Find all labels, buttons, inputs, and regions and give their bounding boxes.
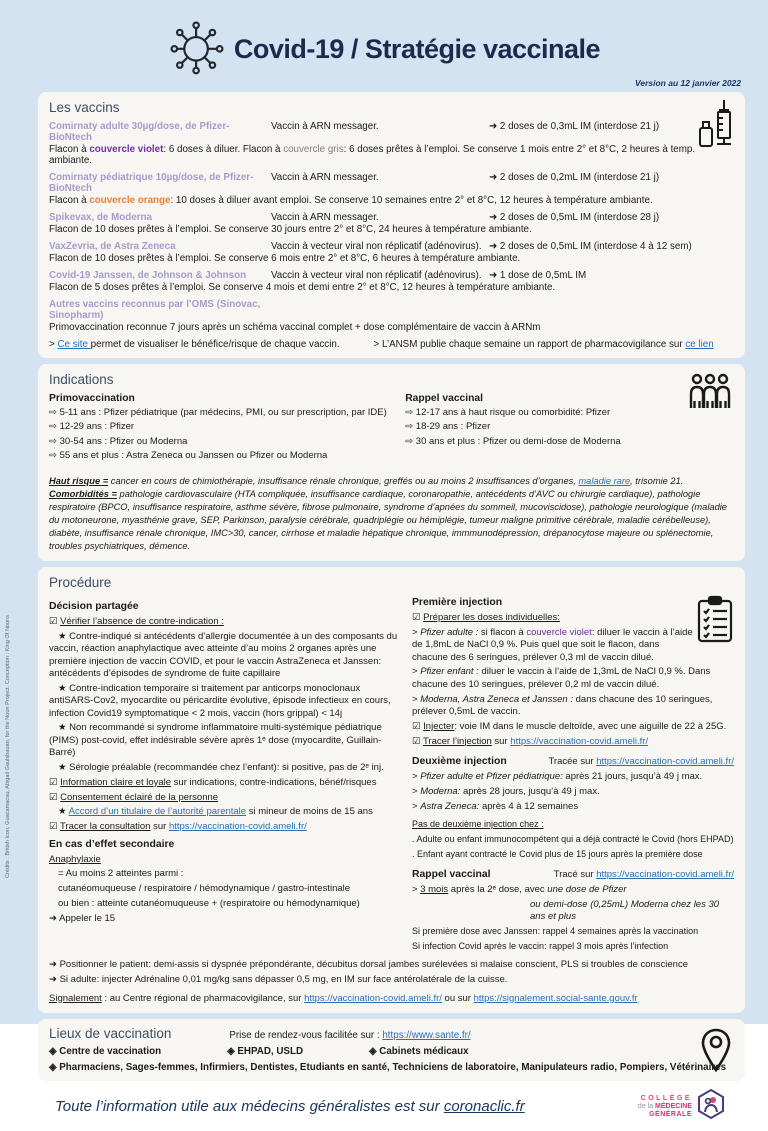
procedure-line: ☑ Information claire et loyale sur indications, contre-indications, bénéf/risques <box>49 776 377 788</box>
clipboard-checklist-icon <box>696 596 734 648</box>
link[interactable]: https://vaccination-covid.ameli.fr/ <box>304 992 442 1004</box>
link[interactable]: maladie rare <box>578 476 631 486</box>
link[interactable]: https://signalement.social-sante.gouv.fr <box>473 992 638 1004</box>
vaccine-type: Vaccin à vecteur viral non réplicatif (adénovirus). <box>271 270 482 281</box>
vaccine-links-row <box>49 339 734 350</box>
procedure-line: ★ Contre-indication temporaire si traitement par anticorps monoclonaux antiSARS-Cov2, myocardite ou péricardite évolutive, épisode infectieux en cours, infection Covid19 symptomatique < 2 mois, vaccin (hors grippal) < 14j <box>49 682 391 719</box>
procedure-line: > Moderna: après 28 jours, jusqu’à 49 j max. <box>412 785 600 797</box>
procedure-full-line: ➜ Positionner le patient: demi-assis si dyspnée prépondérante, décubitus dorsal jambes surélevées si malaise conscient, PLS si troubles de conscience <box>49 958 688 970</box>
vaccine-row <box>49 212 734 235</box>
procedure-left-column <box>49 596 401 956</box>
cmg-logo-line2b: MÉDECINE <box>655 1102 692 1110</box>
cmg-logo-line3: GÉNÉRALE <box>649 1110 692 1118</box>
procedure-line: ☑ Tracer la consultation sur https://vaccination-covid.ameli.fr/ <box>49 821 307 833</box>
rappel-vaccinal-trace: Tracé sur https://vaccination-covid.ameli.fr/ <box>553 869 734 881</box>
vaccine-type: Vaccin à vecteur viral non réplicatif (adénovirus). <box>271 241 482 252</box>
decision-partagee-title: Décision partagée <box>49 601 139 613</box>
indication-item: ⇨ 30 ans et plus : Pfizer ou demi-dose de Moderna <box>405 435 621 447</box>
procedure-full-line: ➜ Si adulte: injecter Adrénaline 0,01 mg/kg sans dépasser 0,5 mg, en IM sur face antérolatérale de la cuisse. <box>49 974 508 986</box>
cmg-hexagon-icon <box>696 1088 726 1125</box>
comorbidites-definition: Comorbidités = pathologie cardiovasculaire (HTA compliquée, insuffisance cardiaque, coronaropathie, antécédents d’AVC ou chirurgie cardiaque), pathologie respiratoire (BPCO, insuffisance respiratoire, asthme sévère, fibrose pulmonaire, syndrome d’apnées du sommeil, mucoviscidose), pathologie neurologique (maladie du motoneurone, myasthénie grave, SEP, Parkinson, paralysie cérébrale, quadriplégie ou hémiplégie, tumeur maligne primitive cérébrale, maladie cérébelleuse), diabète, insuffisance rénale chronique, IMC>30, cancer, cirrhose et maladie hépatique chronique, immmunodépression, drépanocytose majeure ou splénectomie, troubles psychiatriques, démence. <box>49 489 727 552</box>
footer-text: Toute l’information utile aux médecins généralistes est sur coronaclic.fr <box>55 1098 525 1116</box>
procedure-line: > Astra Zeneca: après 4 à 12 semaines <box>412 800 579 812</box>
virus-icon <box>168 17 226 82</box>
indication-item: ⇨ 55 ans et plus : Astra Zeneca ou Janssen ou Pfizer ou Moderna <box>49 449 328 461</box>
vaccine-name: Comirnaty pédiatrique 10µg/dose, de Pfizer-BioNtech <box>49 172 254 194</box>
lieu-item: ◈ EHPAD, USLD <box>227 1045 304 1057</box>
procedure-line: > 3 mois après la 2ᵉ dose, avec une dose de Pfizer <box>412 884 627 896</box>
deuxieme-injection-title: Deuxième injection <box>412 756 507 768</box>
link[interactable]: coronaclic.fr <box>443 1098 525 1116</box>
vaccine-name: Spikevax, de Moderna <box>49 212 152 223</box>
vaccine-dose: ➜ 2 doses de 0,5mL IM (interdose 4 à 12 sem) <box>489 241 692 252</box>
vaccine-name: VaxZevria, de Astra Zeneca <box>49 241 176 252</box>
procedure-right-column <box>412 596 734 956</box>
lieu-item: ◈ Centre de vaccination <box>49 1045 162 1057</box>
procedure-line: ou demi-dose (0,25mL) Moderna chez les 30 ans et plus <box>530 898 720 923</box>
vaccine-name: Autres vaccins reconnus par l’OMS (Sinovac, Sinopharm) <box>49 299 261 321</box>
procedure-line: cutanéomuqueuse / respiratoire / hémodynamique / gastro-intestinale <box>58 883 351 895</box>
people-group-icon <box>687 372 733 415</box>
vaccine-detail: Flacon de 10 doses prêtes à l’emploi. Se conserve 30 jours entre 2° et 8°C, 24 heures à température ambiante. <box>49 224 532 235</box>
signalement-line: Signalement : au Centre régional de pharmacovigilance, sur https://vaccination-covid.ameli.fr/ ou sur https://signalement.social-sante.gouv.fr <box>49 992 638 1004</box>
page-title: Covid-19 / Stratégie vaccinale <box>233 33 601 64</box>
procedure-line: . Enfant ayant contracté le Covid plus de 15 jours après la première dose <box>412 848 703 859</box>
vaccine-row-oms <box>49 299 734 333</box>
main-content <box>38 92 745 1081</box>
rappel-title: Rappel vaccinal <box>405 393 484 404</box>
vaccine-detail: Flacon de 5 doses prêtes à l’emploi. Se conserve 4 mois et demi entre 2° et 8°C, 12 heures à température ambiante. <box>49 282 556 293</box>
haut-risque-definition: Haut risque = cancer en cours de chimiothérapie, insuffisance rénale chronique, greffés ou au moins 2 insuffisances d’organes, maladie rare, trisomie 21. <box>49 476 684 486</box>
map-pin-icon <box>699 1027 733 1080</box>
ansm-report-link-text: > L’ANSM publie chaque semaine un rapport de pharmacovigilance sur ce lien <box>373 339 714 350</box>
credits-vertical-text: Crédits : British Icon, Guacamacau, Abigail Gaulsbauan, for the Noun Project. Conception : King Of Noons <box>5 614 11 878</box>
indication-item: ⇨ 12-17 ans à haut risque ou comorbidité: Pfizer <box>405 407 611 418</box>
vaccine-row <box>49 172 734 206</box>
vaccins-heading: Les vaccins <box>49 100 120 115</box>
vaccine-dose: ➜ 2 doses de 0,5mL IM (interdose 28 j) <box>489 212 660 223</box>
procedure-line: ☑ Préparer les doses individuelles: <box>412 612 560 624</box>
procedure-line: ★ Sérologie préalable (recommandée chez l’enfant): si positive, pas de 2ᵉ inj. <box>58 761 384 773</box>
link[interactable]: https://www.sante.fr/ <box>382 1029 471 1041</box>
procedure-line: > Pfizer adulte : si flacon à couvercle violet: diluer le vaccin à l’aide de 1,8mL de NaCl 0,9 %. Puis quel que soit le flacon, dans chacune des 6 seringues, prélever 0,3 ml de vaccin dilué. <box>412 626 693 663</box>
link[interactable]: https://vaccination-covid.ameli.fr/ <box>168 821 307 833</box>
vaccine-type: Vaccin à ARN messager. <box>271 172 379 183</box>
primovaccination-column <box>49 393 405 463</box>
cmg-logo <box>638 1088 726 1125</box>
section-indications <box>38 364 745 561</box>
footer <box>0 1083 768 1131</box>
benefit-risk-link-text: > Ce site permet de visualiser le bénéfice/risque de chaque vaccin. <box>49 339 340 350</box>
section-lieux <box>38 1019 745 1081</box>
link[interactable]: https://vaccination-covid.ameli.fr/ <box>596 756 734 768</box>
procedure-line: Pas de deuxième injection chez : <box>412 819 544 830</box>
deuxieme-injection-trace: Tracée sur https://vaccination-covid.ameli.fr/ <box>548 756 734 768</box>
lieux-list-1 <box>49 1046 734 1057</box>
indication-item: ⇨ 18-29 ans : Pfizer <box>405 421 491 433</box>
premiere-injection-title: Première injection <box>412 597 503 609</box>
procedure-heading: Procédure <box>49 575 112 591</box>
primovaccination-title: Primovaccination <box>49 393 135 404</box>
vaccine-row <box>49 270 734 293</box>
lieux-list-2: ◈ Pharmaciens, Sages-femmes, Infirmiers, Dentistes, Etudiants en santé, Techniciens de laboratoire, Manipulateurs radio, Pompiers, Vétérinaires <box>49 1061 727 1073</box>
link[interactable]: ce lien <box>685 339 714 350</box>
rappel-column <box>405 393 734 463</box>
booking-link-text: Prise de rendez-vous facilitée sur : https://www.sante.fr/ <box>229 1029 471 1041</box>
vaccine-dose: ➜ 2 doses de 0,2mL IM (interdose 21 j) <box>489 172 660 183</box>
lieux-heading: Lieux de vaccination <box>49 1025 172 1041</box>
procedure-line: Si infection Covid après le vaccin: rappel 3 mois après l’infection <box>412 941 669 952</box>
procedure-line: ☑ Tracer l’injection sur https://vaccination-covid.ameli.fr/ <box>412 735 649 747</box>
procedure-line: ☑ Consentement éclairé de la personne <box>49 791 219 803</box>
cmg-logo-line1: COLLÈGE <box>640 1094 692 1102</box>
vaccine-detail: Flacon à couvercle orange: 10 doses à diluer avant emploi. Se conserve 10 semaines entre 2° et 8°C, 12 heures à température ambiante. <box>49 195 653 206</box>
procedure-line: ☑ Injecter: voie IM dans le muscle deltoïde, avec une aiguille de 22 à 25G. <box>412 720 727 732</box>
vaccine-dose: ➜ 1 dose de 0,5mL IM <box>489 270 587 281</box>
procedure-line: > Moderna, Astra Zeneca et Janssen : dans chacune des 10 seringues, prélever 0,5mL de vaccin. <box>412 693 713 718</box>
procedure-line: = Au moins 2 atteintes parmi : <box>58 868 184 880</box>
procedure-line: ☑ Vérifier l’absence de contre-indication : <box>49 616 224 628</box>
vaccine-name: Comirnaty adulte 30µg/dose, de Pfizer-BioNtech <box>49 121 230 143</box>
link[interactable]: Accord d’un titulaire de l’autorité parentale <box>68 806 247 818</box>
procedure-line: > Pfizer enfant : diluer le vaccin à l’aide de 1,3mL de NaCl 0,9 %. Dans chacune des 10 seringues, prélever 0,2 ml de vaccin dilué. <box>412 666 711 690</box>
syringe-vial-icon <box>697 98 737 163</box>
indication-item: ⇨ 5-11 ans : Pfizer pédiatrique (par médecins, PMI, ou sur prescription, par IDE) <box>49 407 387 418</box>
vaccine-detail: Flacon à couvercle violet: 6 doses à diluer. Flacon à couvercle gris: 6 doses prêtes à l’emploi. Se conserve 1 mois entre 2° et 8°C, 2 heures à temp. ambiante. <box>49 144 696 166</box>
procedure-line: > Pfizer adulte et Pfizer pédiatrique: après 21 jours, jusqu’à 49 j max. <box>412 771 703 783</box>
version-label: Version au 12 janvier 2022 <box>635 78 741 88</box>
vaccine-dose: ➜ 2 doses de 0,3mL IM (interdose 21 j) <box>489 121 660 132</box>
rappel-vaccinal-title: Rappel vaccinal <box>412 869 491 881</box>
vaccine-type: Vaccin à ARN messager. <box>271 212 379 223</box>
indication-item: ⇨ 12-29 ans : Pfizer <box>49 421 135 433</box>
indication-item: ⇨ 30-54 ans : Pfizer ou Moderna <box>49 435 188 447</box>
link[interactable]: Ce site <box>57 339 91 350</box>
section-vaccins <box>38 92 745 358</box>
link[interactable]: https://vaccination-covid.ameli.fr/ <box>596 869 734 881</box>
lieu-item: ◈ Cabinets médicaux <box>369 1045 469 1057</box>
procedure-line: Anaphylaxie <box>49 853 101 865</box>
vaccine-row <box>49 241 734 264</box>
vaccine-name: Covid-19 Janssen, de Johnson & Johnson <box>49 270 247 281</box>
vaccine-row <box>49 121 734 166</box>
procedure-line: ★ Non recommandé si syndrome inflammatoire multi-systémique pédiatrique (PIMS) post-covid, effet indésirable sévère après 1ᵉ dose (myocardite, Guillain-Barré) <box>49 722 382 759</box>
procedure-line: ★ Accord d’un titulaire de l’autorité parentale si mineur de moins de 15 ans <box>58 806 373 818</box>
risk-definitions <box>49 475 734 553</box>
procedure-line: ou bien : atteinte cutanéomuqueuse + (respiratoire ou hémodynamique) <box>58 898 360 910</box>
link[interactable]: https://vaccination-covid.ameli.fr/ <box>510 735 649 747</box>
effet-secondaire-title: En cas d’effet secondaire <box>49 838 175 850</box>
section-procedure <box>38 567 745 1013</box>
procedure-line: ★ Contre-indiqué si antécédents d’allergie documentée à un des composants du vaccin, réaction anaphylactique avec atteinte d’au moins 2 organes après une première injection de vaccin COVID, et pour le vaccin AstraZeneca et Janssen: antécédents d’épisodes de syndrome de fuite capillaire <box>49 630 398 679</box>
header <box>0 0 768 78</box>
procedure-line: Si première dose avec Janssen: rappel 4 semaines après la vaccination <box>412 926 699 937</box>
vaccine-detail: Flacon de 10 doses prêtes à l’emploi. Se conserve 6 mois entre 2° et 8°C, 6 heures à température ambiante. <box>49 253 521 264</box>
cmg-logo-line2a: de la <box>637 1102 656 1110</box>
procedure-line: . Adulte ou enfant immunocompétent qui a déjà contracté le Covid (hors EHPAD) <box>412 833 734 844</box>
vaccine-detail: Primovaccination reconnue 7 jours après un schéma vaccinal complet + dose complémentaire de vaccin à ARNm <box>49 322 541 333</box>
procedure-line: ➜ Appeler le 15 <box>49 913 116 924</box>
indications-heading: Indications <box>49 372 114 387</box>
vaccine-type: Vaccin à ARN messager. <box>271 121 379 132</box>
